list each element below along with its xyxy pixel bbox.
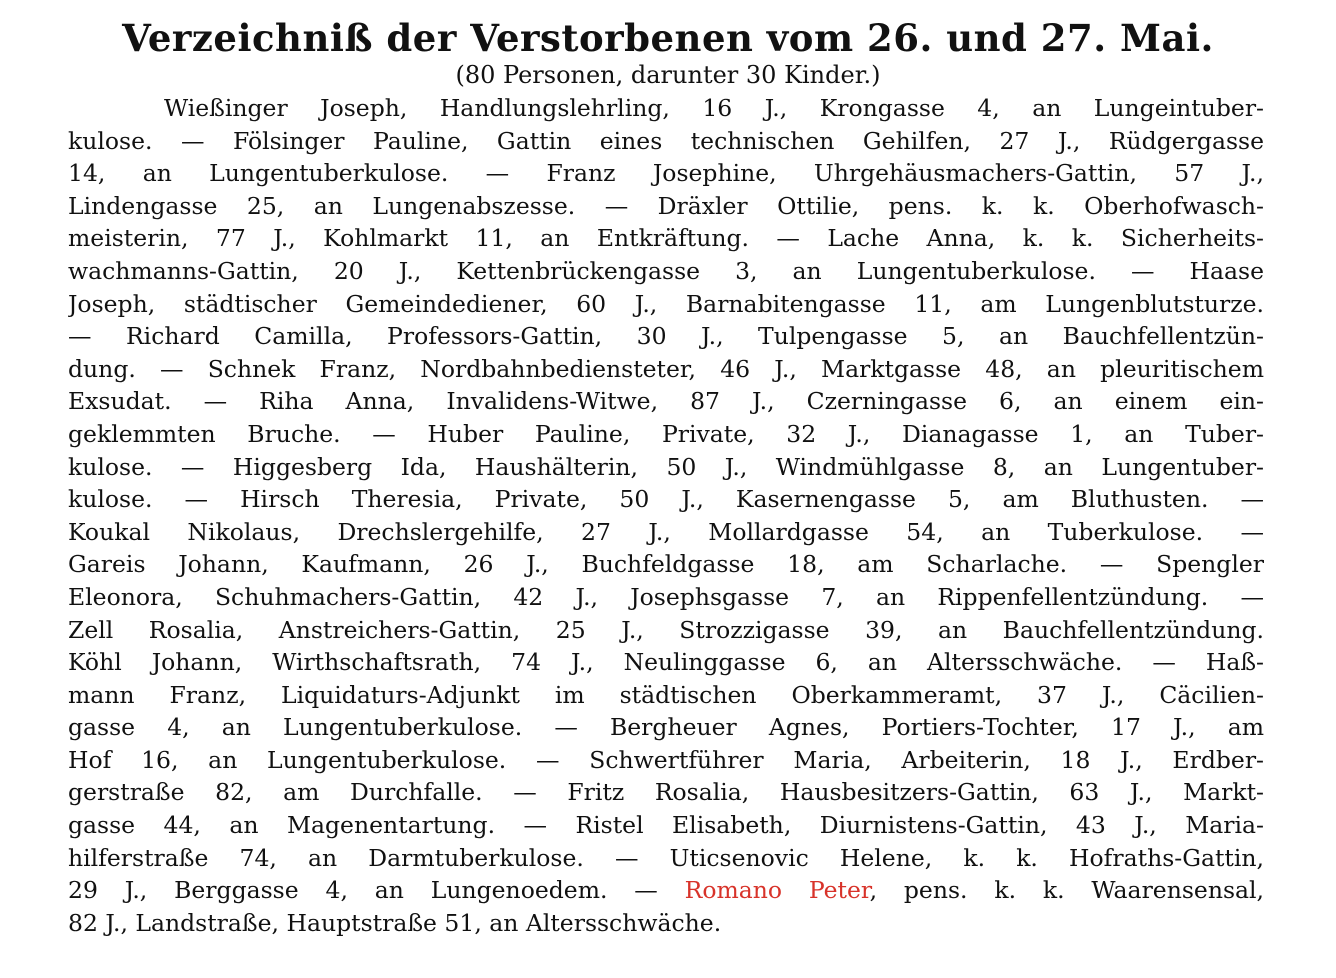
text-line: geklemmten Bruche. — Huber Pauline, Private, 32 J., Dianagasse 1, an Tuber- — [68, 419, 1264, 448]
clipping-title: Verzeichniß der Verstorbenen vom 26. und 27. Mai. — [122, 16, 1214, 60]
text-line: gasse 44, an Magenentartung. — Ristel Elisabeth, Diurnistens-Gattin, 43 J., Maria- — [68, 811, 1264, 840]
text-line: Köhl Johann, Wirthschaftsrath, 74 J., Neulinggasse 6, an Altersschwäche. — Haß- — [68, 648, 1264, 677]
text-line: kulose. — Fölsinger Pauline, Gattin eines technischen Gehilfen, 27 J., Rüdgergasse — [68, 126, 1264, 155]
text-line: Hof 16, an Lungentuberkulose. — Schwertführer Maria, Arbeiterin, 18 J., Erdber- — [68, 745, 1264, 774]
text-line: Zell Rosalia, Anstreichers-Gattin, 25 J., Strozzigasse 39, an Bauchfellentzündung. — [68, 615, 1264, 644]
text-line-last: 82 J., Landstraße, Hauptstraße 51, an Altersschwäche. — [68, 908, 722, 937]
text-line: Exsudat. — Riha Anna, Invalidens-Witwe, 87 J., Czerningasse 6, an einem ein- — [68, 387, 1264, 416]
text-line: Koukal Nikolaus, Drechslergehilfe, 27 J., Mollardgasse 54, an Tuberkulose. — — [68, 517, 1264, 546]
death-register-text — [68, 92, 1264, 939]
text-line: Lindengasse 25, an Lungenabszesse. — Dräxler Ottilie, pens. k. k. Oberhofwasch- — [68, 191, 1264, 220]
text-line: dung. — Schnek Franz, Nordbahnbediensteter, 46 J., Marktgasse 48, an pleuritischem — [68, 354, 1264, 383]
text-line: meisterin, 77 J., Kohlmarkt 11, an Entkräftung. — Lache Anna, k. k. Sicherheits- — [68, 224, 1264, 253]
clipping-subtitle: (80 Personen, darunter 30 Kinder.) — [455, 61, 881, 89]
text-line: gasse 4, an Lungentuberkulose. — Bergheuer Agnes, Portiers-Tochter, 17 J., am — [68, 713, 1264, 742]
text-line: wachmanns-Gattin, 20 J., Kettenbrückengasse 3, an Lungentuberkulose. — Haase — [68, 256, 1264, 285]
text-line-highlighted — [68, 874, 1264, 907]
text-line: — Richard Camilla, Professors-Gattin, 30 J., Tulpengasse 5, an Bauchfellentzün- — [68, 322, 1264, 351]
text-line: Joseph, städtischer Gemeindediener, 60 J., Barnabitengasse 11, am Lungenblutsturze. — [68, 289, 1264, 318]
text-line: kulose. — Higgesberg Ida, Haushälterin, 50 J., Windmühlgasse 8, an Lungentuber- — [68, 452, 1264, 481]
text-line: Wießinger Joseph, Handlungslehrling, 16 J., Krongasse 4, an Lungeintuber- — [164, 94, 1264, 122]
text-line: Gareis Johann, Kaufmann, 26 J., Buchfeldgasse 18, am Scharlache. — Spengler — [68, 550, 1264, 579]
text-line: Eleonora, Schuhmachers-Gattin, 42 J., Josephsgasse 7, an Rippenfellentzündung. — — [68, 582, 1264, 611]
line-segment: , pens. k. k. Waarensensal, — [869, 876, 1264, 905]
text-line: mann Franz, Liquidaturs-Adjunkt im städtischen Oberkammeramt, 37 J., Cäcilien- — [68, 680, 1264, 709]
text-line: hilferstraße 74, an Darmtuberkulose. — Uticsenovic Helene, k. k. Hofraths-Gattin, — [68, 843, 1264, 872]
text-line: 14, an Lungentuberkulose. — Franz Josephine, Uhrgehäusmachers-Gattin, 57 J., — [68, 159, 1264, 188]
text-line: kulose. — Hirsch Theresia, Private, 50 J., Kasernengasse 5, am Bluthusten. — — [68, 485, 1264, 514]
text-line: gerstraße 82, am Durchfalle. — Fritz Rosalia, Hausbesitzers-Gattin, 63 J., Markt- — [68, 778, 1264, 807]
line-segment: 29 J., Berggasse 4, an Lungenoedem. — — [68, 876, 685, 905]
highlighted-name: Romano Peter — [684, 876, 870, 905]
